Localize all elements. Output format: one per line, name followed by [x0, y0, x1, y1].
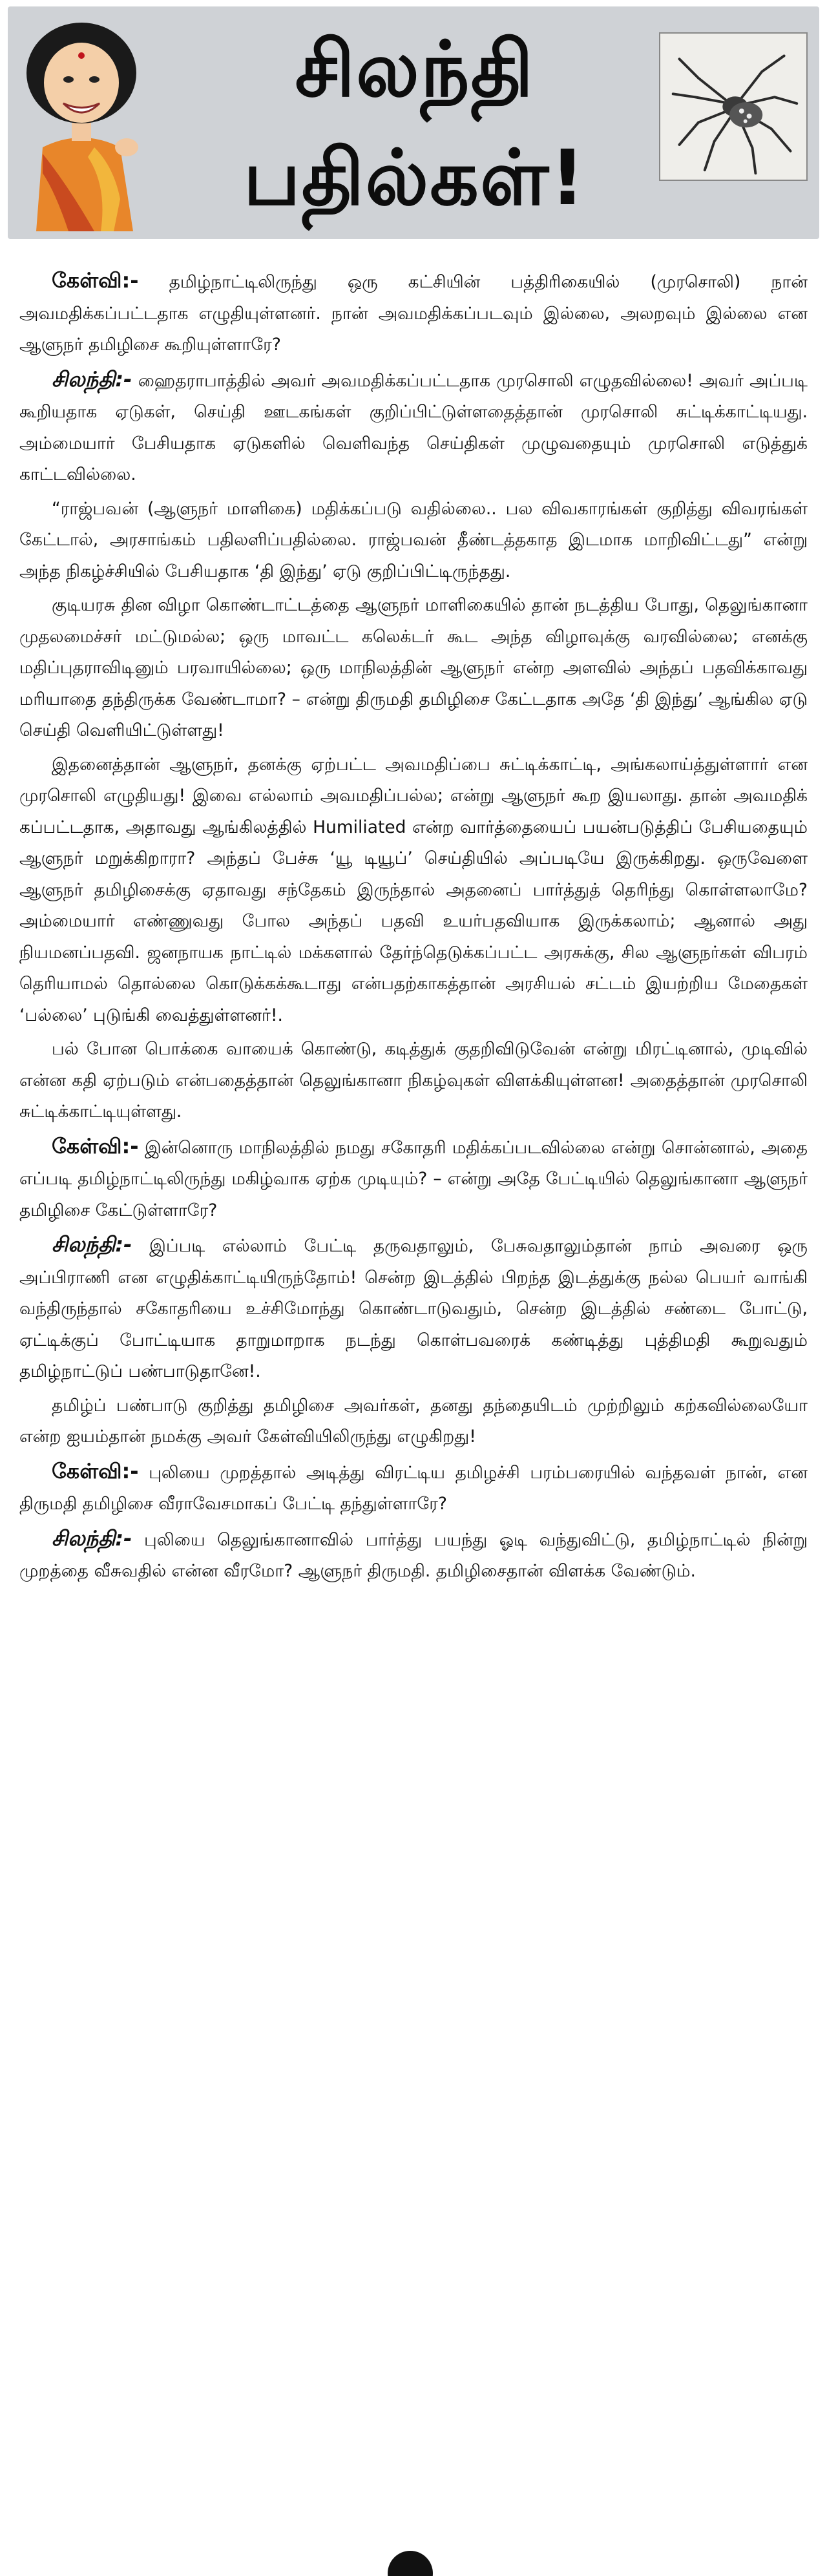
paragraph: [19, 590, 808, 747]
paragraph-text: “ராஜ்பவன் (ஆளுநர் மாளிகை) மதிக்கப்படு வதில்லை.. பல விவகாரங்கள் குறித்து விவரங்கள் கேட்டால், அரசாங்கம் பதிலளிப்பதில்லை. ராஜ்பவன் தீண்டத்தகாத இடமாக மாறிவிட்டது” என்று அந்த நிகழ்ச்சியில் பேசியதாக ‘தி இந்து’ ஏடு குறிப்பிட்டிருந்தது.: [19, 498, 808, 581]
answer-label: சிலந்தி:-: [52, 1232, 132, 1257]
qa-item: [19, 265, 808, 361]
spider-icon: [659, 32, 808, 181]
qa-item: [19, 1456, 808, 1520]
caricature-illustration: [17, 18, 146, 231]
paragraph: [19, 1034, 808, 1128]
question-label: கேள்வி:-: [52, 1133, 139, 1158]
paragraph: [19, 1390, 808, 1453]
qa-item: [19, 1523, 808, 1587]
paragraph-text: தமிழ்நாட்டிலிருந்து ஒரு கட்சியின் பத்திரிகையில் (முரசொலி) நான் அவமதிக்கப்பட்டதாக எழுதியுள்ளனர். நான் அவமதிக்கப்படவும் இல்லை, அலறவும் இல்லை என ஆளுநர் தமிழிசை கூறியுள்ளாரே?: [19, 272, 808, 355]
qa-item: [19, 1131, 808, 1227]
article-body: [19, 265, 808, 1590]
question-label: கேள்வி:-: [52, 1458, 139, 1483]
paragraph-text: தமிழ்ப் பண்பாடு குறித்து தமிழிசை அவர்கள், தனது தந்தையிடம் முற்றிலும் கற்கவில்லையோ என்ற ஐயம்தான் நமக்கு அவர் கேள்வியிலிருந்து எழுகிறது!: [19, 1395, 808, 1447]
answer-label: சிலந்தி:-: [52, 366, 132, 392]
paragraph: [19, 494, 808, 588]
title-line-1: சிலந்தி: [295, 25, 535, 114]
paragraph-text: ஹைதராபாத்தில் அவர் அவமதிக்கப்பட்டதாக முரசொலி எழுதவில்லை! அவர் அப்படி கூறியதாக ஏடுகள், செய்தி ஊடகங்கள் குறிப்பிட்டுள்ளதைத்தான் முரசொலி சுட்டிக்காட்டியது. அம்மையார் பேசியதாக ஏடுகளில் வெளிவந்த செய்திகள் முழுவதையும் முரசொலி எடுத்துக் காட்டவில்லை.: [19, 370, 808, 485]
title-line-2: பதில்கள்!: [243, 133, 587, 222]
paragraph-text: இதனைத்தான் ஆளுநர், தனக்கு ஏற்பட்ட அவமதிப்பை சுட்டிக்காட்டி, அங்கலாய்த்துள்ளார் என முரசொலி எழுதியது! இவை எல்லாம் அவமதிப்பல்ல; என்று ஆளுநர் கூற இயலாது. தான் அவமதிக் கப்பட்டதாக, அதாவது ஆங்கிலத்தில் Humiliated என்ற வார்த்தையைப் பயன்படுத்திப் பேசியதையும் ஆளுநர் மறுக்கிறாரா? அந்தப் பேச்சு ‘யூ டியூப்’ செய்தியில் அப்படியே இருக்கிறது. ஒருவேளை ஆளுநர் தமிழிசைக்கு ஏதாவது சந்தேகம் இருந்தால் அதனைப் பார்த்துத் தெரிந்து கொள்ளலாமே? அம்மையார் எண்ணுவது போல அந்தப் பதவி உயர்பதவியாக இருக்கலாம்; ஆனால் அது நியமனப்பதவி. ஜனநாயக நாட்டில் மக்களால் தேர்ந்தெடுக்கப்பட்ட அரசுக்கு, சில ஆளுநர்கள் விபரம் தெரியாமல் தொல்லை கொடுக்கக்கூடாது என்பதற்காகத்தான் அரசியல் சட்டம் இயற்றிய மேதைகள் ‘பல்லை’ புடுங்கி வைத்துள்ளனர்!.: [19, 754, 808, 1025]
paragraph-text: பல் போன பொக்கை வாயைக் கொண்டு, கடித்துக் குதறிவிடுவேன் என்று மிரட்டினால், முடிவில் என்ன கதி ஏற்படும் என்பதைத்தான் தெலுங்கானா நிகழ்வுகள் விளக்கியுள்ளன! அதைத்தான் முரசொலி சுட்டிக்காட்டியுள்ளது.: [19, 1039, 808, 1122]
paragraph: [19, 749, 808, 1032]
qa-item: [19, 1229, 808, 1388]
paragraph-text: இன்னொரு மாநிலத்தில் நமது சகோதரி மதிக்கப்படவில்லை என்று சொன்னால், அதை எப்படி தமிழ்நாட்டிலிருந்து மகிழ்வாக ஏற்க முடியும்? – என்று அதே பேட்டியில் தெலுங்கானா ஆளுநர் தமிழிசை கேட்டுள்ளாரே?: [19, 1137, 808, 1220]
paragraph-text: புலியை தெலுங்கானாவில் பார்த்து பயந்து ஓடி வந்துவிட்டு, தமிழ்நாட்டில் நின்று முறத்தை வீசுவதில் என்ன வீரமோ? ஆளுநர் திருமதி. தமிழிசைதான் விளக்க வேண்டும்.: [19, 1529, 808, 1581]
paragraph-text: புலியை முறத்தால் அடித்து விரட்டிய தமிழச்சி பரம்பரையில் வந்தவள் நான், என திருமதி தமிழிசை வீராவேசமாகப் பேட்டி தந்துள்ளாரே?: [19, 1462, 808, 1514]
question-label: கேள்வி:-: [52, 268, 139, 293]
answer-label: சிலந்தி:-: [52, 1525, 132, 1551]
header-banner: [8, 6, 819, 239]
page-marker-dot: [388, 2551, 433, 2576]
paragraph-text: குடியரசு தின விழா கொண்டாட்டத்தை ஆளுநர் மாளிகையில் தான் நடத்திய போது, தெலுங்கானா முதலமைச்சர் மட்டுமல்ல; ஒரு மாவட்ட கலெக்டர் கூட அந்த விழாவுக்கு வரவில்லை; எனக்கு மதிப்புதராவிடினும் பரவாயில்லை; ஒரு மாநிலத்தின் ஆளுநர் என்ற அளவில் அந்தப் பதவிக்காவது மரியாதை தந்திருக்க வேண்டாமா? – என்று திருமதி தமிழிசை கேட்டதாக அதே ‘தி இந்து’ ஆங்கில ஏடு செய்தி வெளியிட்டுள்ளது!: [19, 595, 808, 740]
qa-item: [19, 364, 808, 491]
paragraph-text: இப்படி எல்லாம் பேட்டி தருவதாலும், பேசுவதாலும்தான் நாம் அவரை ஒரு அப்பிராணி என எழுதிக்காட்டியிருந்தோம்! சென்ற இடத்தில் பிறந்த இடத்துக்கு நல்ல பெயர் வாங்கி வந்திருந்தால் சகோதரியை உச்சிமோந்து கொண்டாடுவதும், சென்ற இடத்தில் சண்டை போட்டு, ஏட்டிக்குப் போட்டியாக தாறுமாறாக நடந்து கொள்பவரைக் கண்டித்து புத்திமதி கூறுவதும் தமிழ்நாட்டுப் பண்பாடுதானே!.: [19, 1236, 808, 1381]
